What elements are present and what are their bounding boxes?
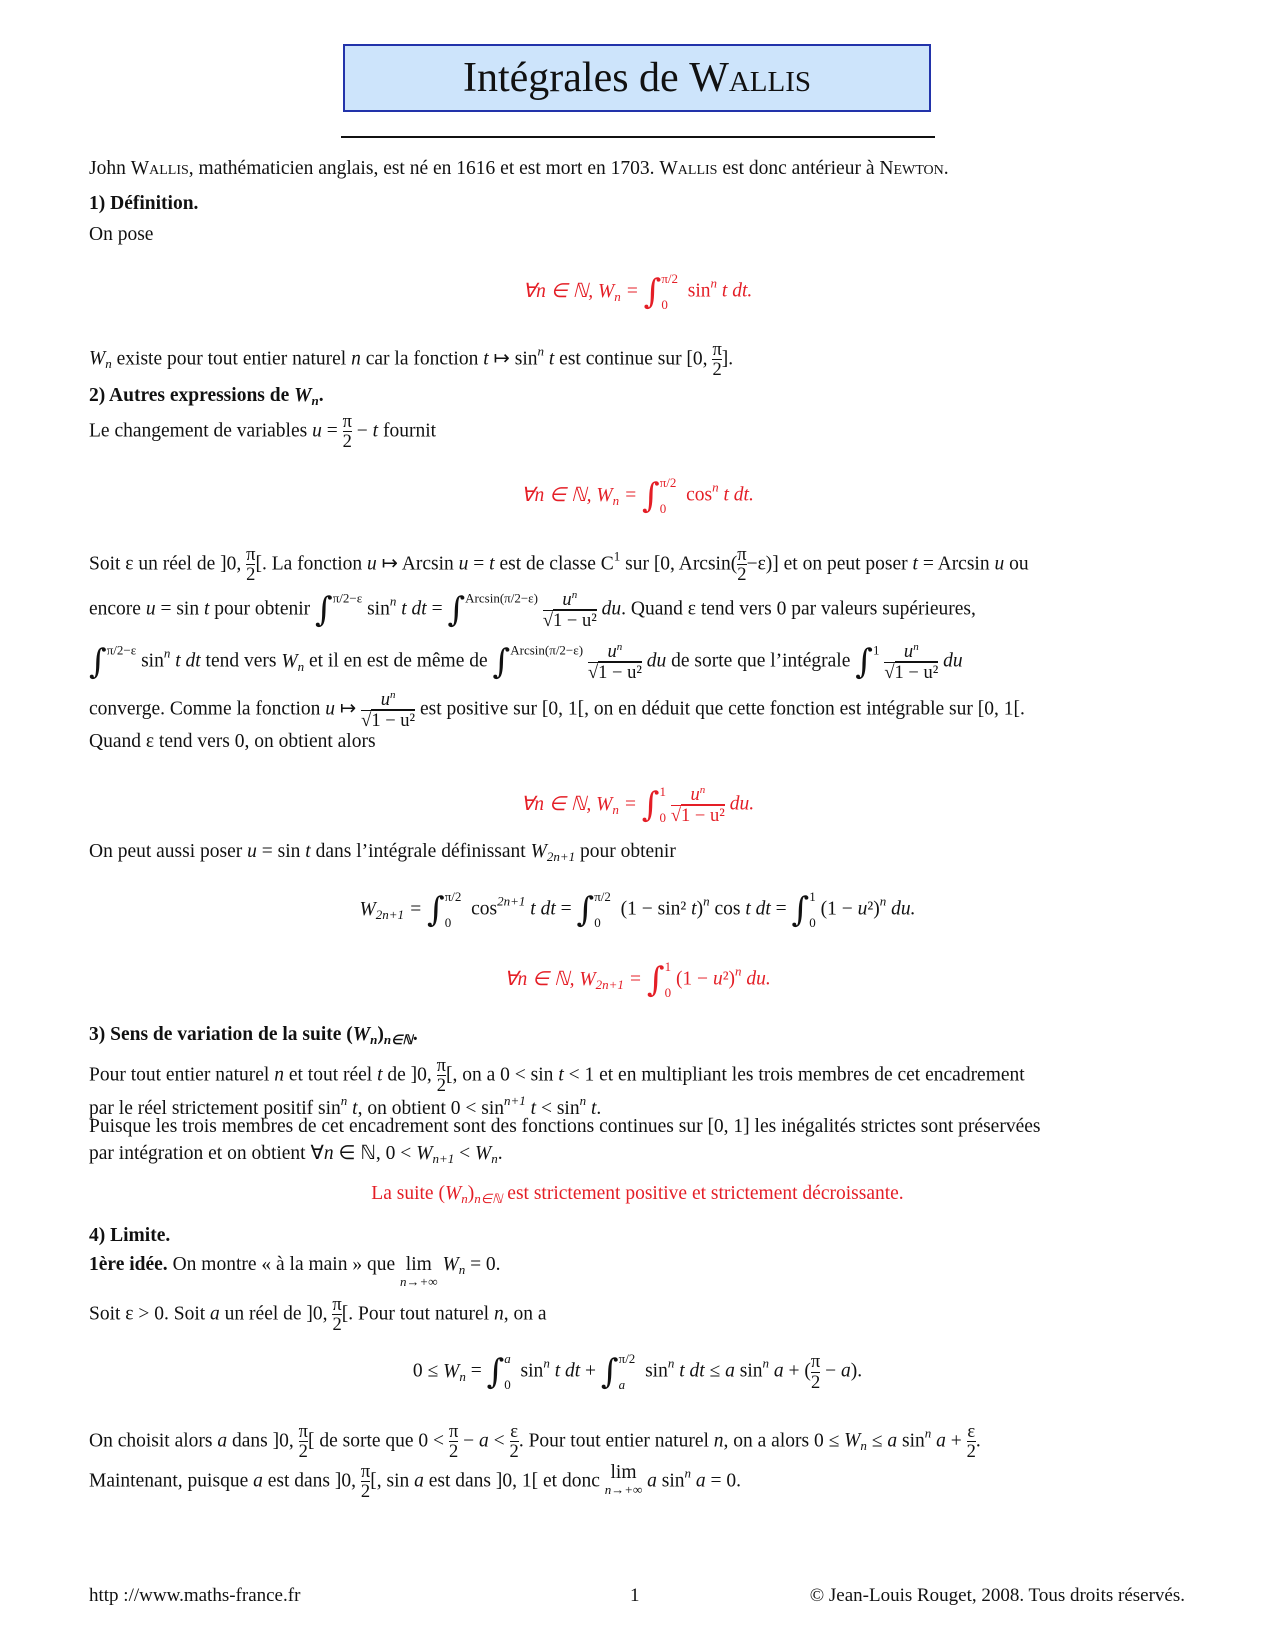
formula-odd: $W_{2n+1}$ = ∫ π/2 0 $\cos^{2n+1} t$ dt = ∫ π/2 0 (1 − sin² t)$^n$ cos t dt = ∫ 1 0 $(1 - u^2)^n$ du.: [359, 889, 916, 931]
footer-copyright: © Jean-Louis Rouget, 2008. Tous droits réservés.: [809, 1585, 1185, 1606]
title-rule: [341, 136, 935, 138]
section-3-heading: 3) Sens de variation de la suite $(W_n)_{n\in ℕ}$.: [89, 1024, 418, 1047]
section-4-heading: 4) Limite.: [89, 1225, 171, 1246]
section-2-para3: ∫$^{\pi/2-\varepsilon}$ $\sin^n t$ dt tend vers $W_n$ et il en est de même de ∫$^{Arcsin(\pi/2-\varepsilon)}$ $\frac{u^n}{\text{√1 − u²}}$ du de sorte que l’intégrale ∫$^1$ $\frac{u^n}{\text{√1 − u²}}$ du: [89, 641, 963, 683]
formula-u: ∀n ∈ ℕ, $W_n$ = ∫ 1 0 $\frac{u^n}{\text{√1 − u²}}$ du.: [520, 784, 755, 826]
section-1-heading: 1) Définition.: [89, 193, 199, 214]
section-2-heading: 2) Autres expressions de $W_n$.: [89, 385, 324, 408]
formula-odd-result: ∀n ∈ ℕ, $W_{2n+1}$ = ∫ 1 0 $(1 - u^2)^n$ du.: [504, 959, 771, 1001]
formula-cos: ∀n ∈ ℕ, $W_n$ = ∫ π/2 0 $\cos^n t$ dt.: [521, 475, 754, 517]
section-2-text2: On peut aussi poser u = sin t dans l’intégrale définissant $W_{2n+1}$ pour obtenir: [89, 841, 676, 864]
page-number: 1: [630, 1585, 640, 1606]
intro-paragraph: John Wallis, mathématicien anglais, est né en 1616 et est mort en 1703. Wallis est donc antérieur à Newton.: [89, 158, 949, 179]
section-1-after: $W_n$ existe pour tout entier naturel n car la fonction t ↦ $\sin^n t$ est continue sur [0, $\frac{\pi}{2}$ ].: [89, 339, 734, 381]
section-2-para5: Quand ε tend vers 0, on obtient alors: [89, 731, 376, 752]
section-2-para1: Soit ε un réel de ]0, $\frac{\pi}{2}$ [. La fonction u ↦ Arcsin u = t est de classe $C^1$ sur [0, Arcsin( $\frac{\pi}{2}$ −ε)] et on peut poser t = Arcsin u ou: [89, 544, 1029, 586]
section-4-para1: Soit ε > 0. Soit a un réel de ]0, $\frac{\pi}{2}$ [. Pour tout naturel n, on a: [89, 1294, 547, 1336]
section-4-para2: On choisit alors a dans ]0, $\frac{\pi}{2}$ [ de sorte que 0 < $\frac{\pi}{2}$ − a < $\frac{\varepsilon}{2}$ . Pour tout entier naturel n, on a alors $0 \le W_n \le a$ $\sin^n a$ + $\frac{\varepsilon}{2}$ .: [89, 1421, 981, 1463]
formula-bound: $0 \le W_n$ = ∫ a 0 $\sin^n t$ dt + ∫ π/2 a $\sin^n t$ dt ≤ a $\sin^n a$ + ( $\frac{\pi}{2}$ − a).: [412, 1351, 863, 1393]
section-3-result: La suite $(W_n)_{n\in ℕ}$ est strictement positive et strictement décroissante.: [371, 1183, 904, 1206]
page-title: Intégrales de Wallis: [343, 44, 931, 112]
section-2-text1: Le changement de variables u = $\frac{\pi}{2}$ − t fournit: [89, 411, 437, 453]
section-1-text: On pose: [89, 224, 154, 245]
section-3-para3: Puisque les trois membres de cet encadrement sont des fonctions continues sur [0, 1] les inégalités strictes sont préservées: [89, 1116, 1041, 1137]
section-3-para1: Pour tout entier naturel n et tout réel t de ]0, $\frac{\pi}{2}$ [, on a 0 < sin t < 1 et en multipliant les trois membres de cet encadrement: [89, 1055, 1025, 1097]
section-4-idea: 1ère idée. On montre « à la main » que lim n→+∞ $W_n = 0$.: [89, 1254, 501, 1290]
section-2-para4: converge. Comme la fonction u ↦ $\frac{u^n}{\text{√1 − u²}}$ est positive sur [0, 1[, on en déduit que cette fonction est intégrable sur [0, 1[.: [89, 689, 1025, 731]
formula-definition: ∀n ∈ ℕ, $W_n$ = ∫ π/2 0 $\sin^n t$ dt.: [522, 271, 753, 313]
footer-url[interactable]: http ://www.maths-france.fr: [89, 1585, 301, 1606]
section-4-para3: Maintenant, puisque a est dans ]0, $\frac{\pi}{2}$ [, sin a est dans ]0, 1[ et donc lim n→+∞ a $\sin^n a = 0$.: [89, 1461, 742, 1503]
section-3-para2: par le réel strictement positif $\sin^n t$, on obtient $0 < \sin^{n+1} t < \sin^n t$.: [89, 1093, 602, 1119]
section-3-para4: par intégration et on obtient ∀n ∈ ℕ, $0 < W_{n+1} < W_n$.: [89, 1143, 503, 1166]
section-2-para2: encore u = sin t pour obtenir ∫$^{\pi/2-\varepsilon}$ $\sin^n t$ dt = ∫$^{Arcsin(\pi/2-\varepsilon)}$ $\frac{u^n}{\text{√1 − u²}}$ du. Quand ε tend vers 0 par valeurs supérieures,: [89, 589, 976, 631]
